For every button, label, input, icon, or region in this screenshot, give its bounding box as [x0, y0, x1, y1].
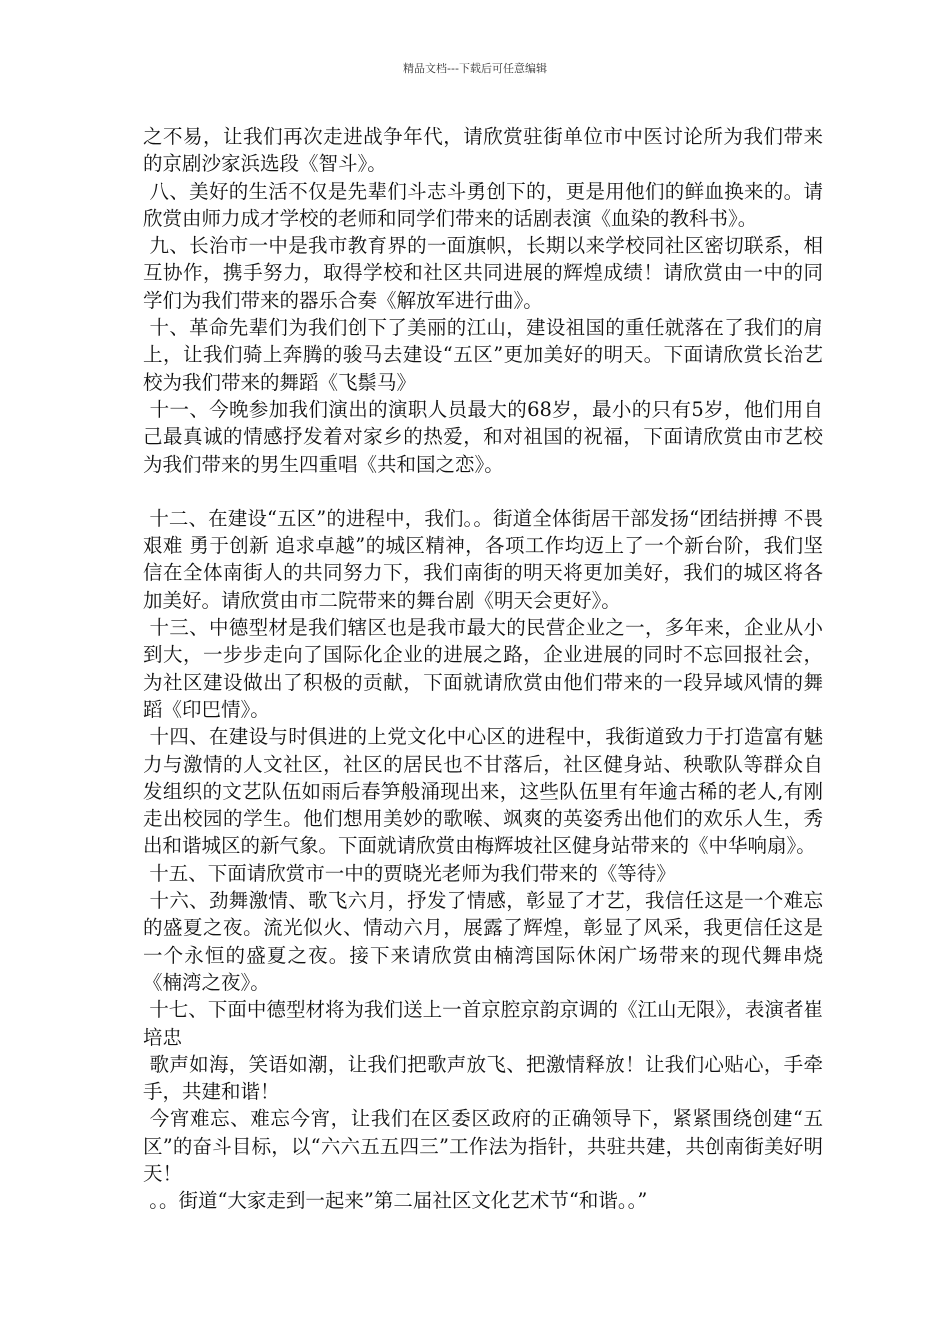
paragraph-item-8: 八、美好的生活不仅是先辈们斗志斗勇创下的，更是用他们的鲜血换来的。请欣赏由师力成才学校的老师和同学们带来的话剧表演《血染的教科书》。 [143, 179, 823, 230]
paragraph-item-16: 十六、劲舞激情、歌飞六月，抒发了情感，彰显了才艺，我信任这是一个难忘的盛夏之夜。流光似火、情动六月，展露了辉煌，彰显了风采，我更信任这是一个永恒的盛夏之夜。接下来请欣赏由楠湾国际休闲广场带来的现代舞串烧《楠湾之夜》。 [143, 889, 823, 994]
paragraph-item-14: 十四、在建设与时俱进的上党文化中心区的进程中，我街道致力于打造富有魅力与激情的人文社区，社区的居民也不甘落后，社区健身站、秧歌队等群众自发组织的文艺队伍如雨后春笋般涌现出来，这些队伍里有年逾古稀的老人,有刚走出校园的学生。他们想用美妙的歌喉、飒爽的英姿秀出他们的欢乐人生，秀出和谐城区的新气象。下面就请欣赏由梅辉坡社区健身站带来的《中华响扇》。 [143, 725, 823, 858]
paragraph-item-12: 十二、在建设“五区”的进程中，我们。。街道全体街居干部发扬“团结拼搏 不畏艰难 勇于创新 追求卓越”的城区精神，各项工作均迈上了一个新台阶，我们坚信在全体南街人的共同努力下，我们南街的明天将更加美好，我们的城区将各加美好。请欣赏由市二院带来的舞台剧《明天会更好》。 [143, 506, 823, 612]
paragraph-item-9: 九、长治市一中是我市教育界的一面旗帜，长期以来学校同社区密切联系，相互协作，携手努力，取得学校和社区共同进展的辉煌成绩！请欣赏由一中的同学们为我们带来的器乐合奏《解放军进行曲》。 [143, 234, 823, 312]
document-body [143, 123, 823, 1215]
paragraph-continuation: 之不易，让我们再次走进战争年代，请欣赏驻街单位市中医讨论所为我们带来的京剧沙家浜选段《智斗》。 [143, 125, 823, 176]
paragraph-gap [143, 478, 823, 505]
paragraph-item-10: 十、革命先辈们为我们创下了美丽的江山，建设祖国的重任就落在了我们的肩上，让我们骑上奔腾的骏马去建设“五区”更加美好的明天。下面请欣赏长治艺校为我们带来的舞蹈《飞鬃马》 [143, 316, 823, 394]
page-header: 精品文档---下载后可任意编辑 [403, 62, 547, 75]
paragraph-item-17: 十七、下面中德型材将为我们送上一首京腔京韵京调的《江山无限》，表演者崔培忠 [143, 998, 823, 1049]
paragraph-closing-night: 今宵难忘、难忘今宵，让我们在区委区政府的正确领导下，紧紧围绕创建“五区”的奋斗目标，以“六六五五四三”工作法为指针，共驻共建，共创南街美好明天！ [143, 1107, 823, 1185]
paragraph-closing-song: 歌声如海，笑语如潮，让我们把歌声放飞、把激情释放！让我们心贴心，手牵手，共建和谐！ [143, 1052, 823, 1104]
paragraph-item-15: 十五、下面请欣赏市一中的贾晓光老师为我们带来的《等待》 [143, 861, 676, 885]
paragraph-item-13: 十三、中德型材是我们辖区也是我市最大的民营企业之一，多年来，企业从小到大，一步步走向了国际化企业的进展之路，企业进展的同时不忘回报社会，为社区建设做出了积极的贡献，下面就请欣赏由他们带来的一段异域风情的舞蹈《印巴情》。 [143, 616, 823, 721]
paragraph-item-11: 十一、今晚参加我们演出的演职人员最大的68岁，最小的只有5岁，他们用自己最真诚的情感抒发着对家乡的热爱，和对祖国的祝福，下面请欣赏由市艺校为我们带来的男生四重唱《共和国之恋》。 [143, 397, 823, 476]
paragraph-closing-title: 。。街道“大家走到一起来”第二届社区文化艺术节“和谐。。” [143, 1189, 648, 1213]
